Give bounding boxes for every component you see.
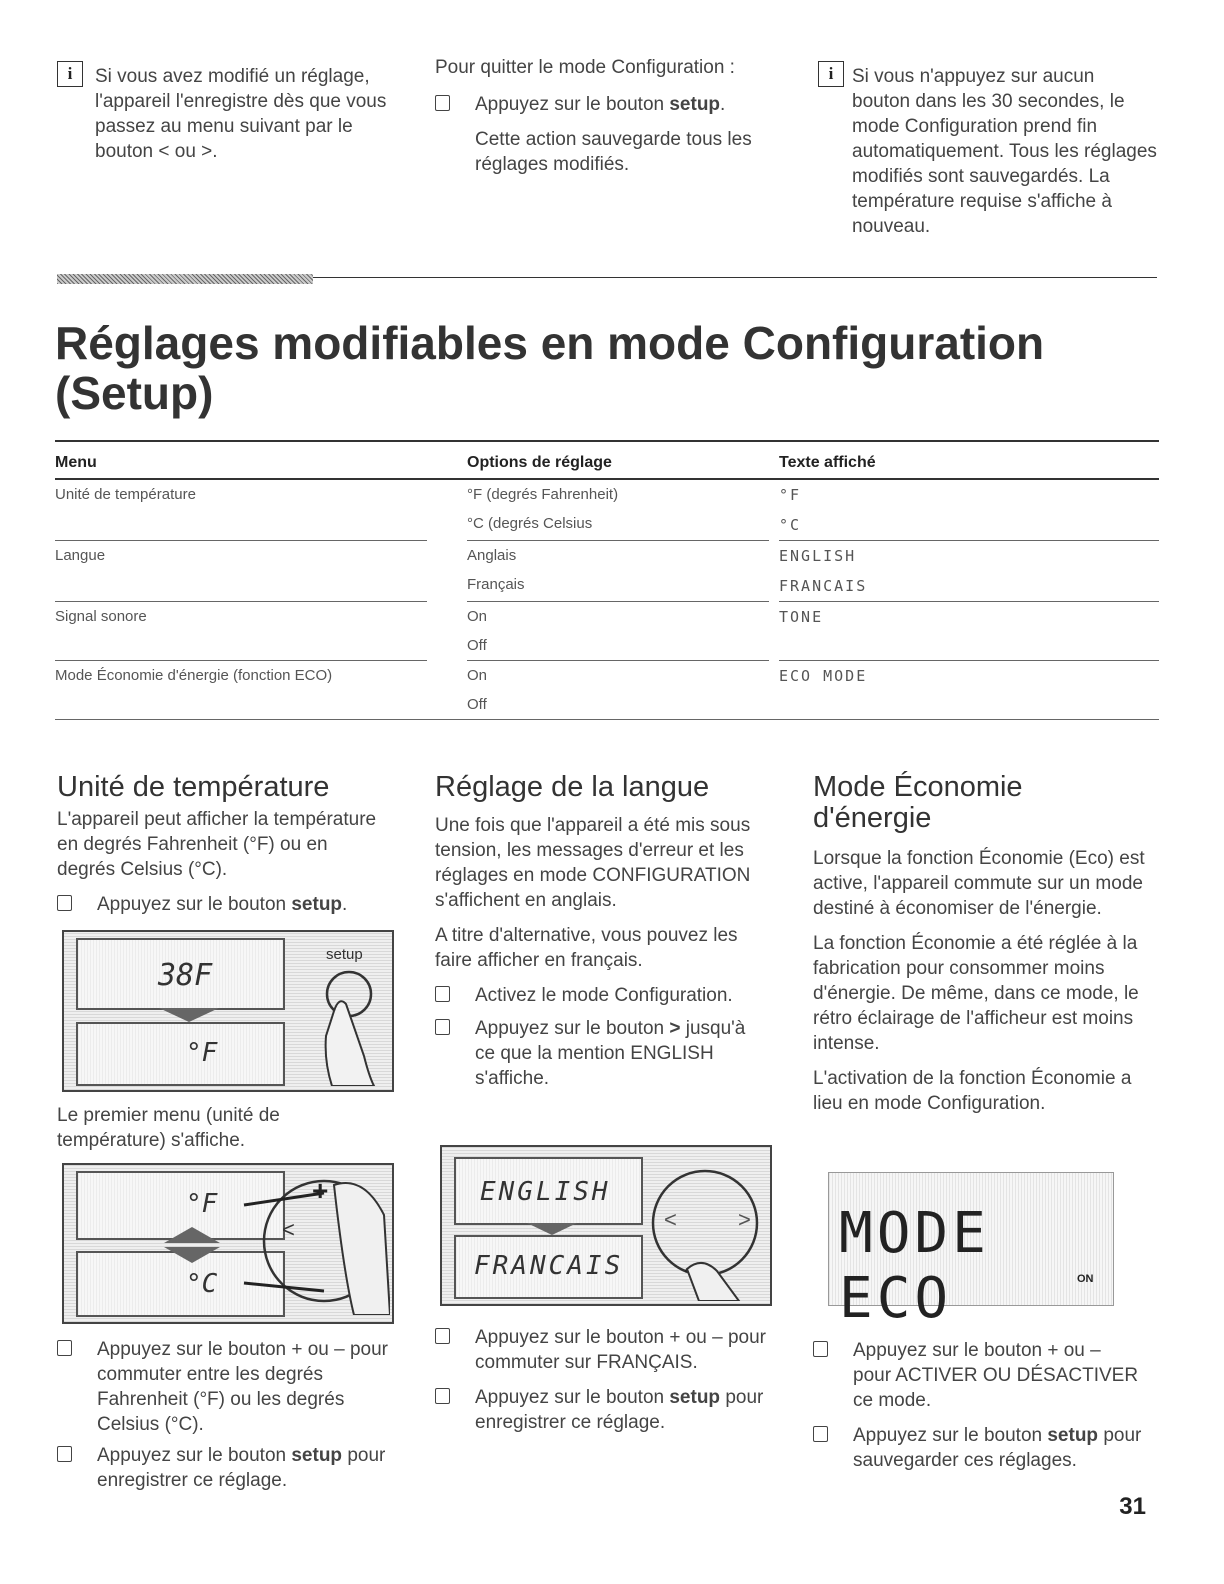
plus-minus-dial-icon bbox=[214, 1175, 390, 1315]
step-item: Appuyez sur le bouton setup. bbox=[57, 892, 402, 917]
info-note-1: Si vous avez modifié un réglage, l'appareil l'enregistre dès que vous passez au menu suivant par le bouton < ou >. bbox=[95, 66, 387, 162]
step-item: Appuyez sur le bouton + ou – pour commuter sur FRANÇAIS. bbox=[435, 1325, 780, 1375]
section-bar bbox=[57, 274, 313, 284]
on-indicator: ON bbox=[1077, 1273, 1094, 1285]
step-item: Appuyez sur le bouton > jusqu'à ce que la mention ENGLISH s'affiche. bbox=[435, 1016, 765, 1091]
info-note-2: Si vous n'appuyez sur aucun bouton dans les 30 secondes, le mode Configuration prend fin automatiquement. Tous les réglages modifiés sont sauvegardés. La température requise s'affiche à nouveau. bbox=[852, 66, 1157, 237]
plus-label: + bbox=[312, 1175, 329, 1206]
figure-language bbox=[440, 1145, 772, 1306]
checkbox-icon bbox=[57, 1446, 72, 1462]
right-arrow-label: > bbox=[738, 1207, 751, 1232]
table-row: Mode Économie d'énergie (fonction ECO) On Off ECO MODE bbox=[55, 661, 1159, 720]
section-temperature: Unité de température L'appareil peut afficher la température en degrés Fahrenheit (°F) ou en degrés Celsius (°C). Appuyez sur le bouton setup. bbox=[57, 772, 402, 917]
checkbox-icon bbox=[435, 1019, 450, 1035]
heading-eco: Mode Économie d'énergie bbox=[813, 771, 1023, 834]
display-panel: °C bbox=[76, 1251, 285, 1317]
step-item: Appuyez sur le bouton setup pour enregistrer ce réglage. bbox=[435, 1385, 780, 1435]
table-header-row bbox=[55, 441, 1159, 479]
figure-plus-minus bbox=[62, 1163, 394, 1324]
checkbox-icon bbox=[57, 895, 72, 911]
quit-section bbox=[435, 55, 780, 177]
figure-setup-button bbox=[62, 930, 394, 1092]
step-item: Appuyez sur le bouton setup pour enregistrer ce réglage. bbox=[57, 1443, 402, 1493]
temp-steps bbox=[57, 1337, 402, 1493]
step-item: Appuyez sur le bouton + ou – pour commuter entre les degrés Fahrenheit (°F) ou les degrés Celsius (°C). bbox=[57, 1337, 402, 1437]
display-panel: FRANCAIS bbox=[454, 1235, 643, 1299]
info-icon: i bbox=[818, 61, 844, 87]
heading-temperature: Unité de température bbox=[57, 771, 330, 803]
quit-intro: Pour quitter le mode Configuration : bbox=[435, 57, 735, 78]
display-panel: °F bbox=[76, 1022, 285, 1086]
checkbox-icon bbox=[435, 95, 450, 111]
left-arrow-label: < bbox=[282, 1217, 295, 1242]
info-icon: i bbox=[57, 61, 83, 87]
display-panel: °F bbox=[76, 1171, 285, 1240]
page-title: Réglages modifiables en mode Configuration (Setup) bbox=[55, 317, 1045, 419]
checkbox-icon bbox=[435, 986, 450, 1002]
col-header-menu: Menu bbox=[55, 441, 427, 479]
checkbox-icon bbox=[57, 1340, 72, 1356]
setup-table bbox=[55, 440, 1159, 720]
first-menu-text: Le premier menu (unité de température) s'affiche. bbox=[57, 1105, 280, 1151]
setup-keyword: setup bbox=[669, 94, 721, 115]
hand-press-icon bbox=[314, 966, 384, 1086]
table-row: Langue Anglais Français ENGLISH FRANCAIS bbox=[55, 541, 1159, 602]
quit-step: Appuyez sur le bouton setup. bbox=[435, 92, 780, 117]
page-number: 31 bbox=[1119, 1493, 1146, 1520]
section-eco: Mode Économie d'énergie Lorsque la fonction Économie (Eco) est active, l'appareil commute sur un mode destiné à économiser de l'énergie. La fonction Économie a été réglée à la fabrication pour consommer moins d'énergie. De même, dans ce mode, le rétro éclairage de l'afficheur est moins intense. L'activation de la fonction Économie a lieu en mode Configuration. bbox=[813, 772, 1163, 1116]
step-item: Appuyez sur le bouton setup pour sauvegarder ces réglages. bbox=[813, 1423, 1153, 1473]
display-panel: ENGLISH bbox=[454, 1157, 643, 1225]
quit-step-note: Cette action sauvegarde tous les réglages modifiés. bbox=[475, 129, 752, 175]
eco-steps bbox=[813, 1338, 1158, 1473]
setup-label: setup bbox=[326, 946, 363, 963]
step-item: Appuyez sur le bouton + ou – pour ACTIVER OU DÉSACTIVER ce mode. bbox=[813, 1338, 1143, 1413]
step-item: Activez le mode Configuration. bbox=[435, 983, 780, 1008]
checkbox-icon bbox=[435, 1328, 450, 1344]
col-header-display: Texte affiché bbox=[779, 441, 1159, 479]
left-arrow-label: < bbox=[664, 1207, 677, 1232]
language-steps bbox=[435, 1325, 780, 1435]
figure-eco-display: MODE ECO ON bbox=[828, 1172, 1114, 1306]
arrow-down-icon bbox=[527, 1223, 577, 1237]
checkbox-icon bbox=[813, 1426, 828, 1442]
table-row: Unité de température °F (degrés Fahrenheit) °C (degrés Celsius °F °C bbox=[55, 479, 1159, 541]
heading-language: Réglage de la langue bbox=[435, 771, 710, 803]
up-down-arrows-icon bbox=[164, 1227, 220, 1263]
col-header-options: Options de réglage bbox=[467, 441, 769, 479]
divider bbox=[313, 277, 1157, 278]
checkbox-icon bbox=[435, 1388, 450, 1404]
table-row: Signal sonore On Off TONE bbox=[55, 602, 1159, 661]
section-language: Réglage de la langue Une fois que l'appareil a été mis sous tension, les messages d'erreur et les réglages en mode CONFIGURATION s'affichent en anglais. A titre d'alternative, vous pouvez les faire afficher en français. Activez le mode Configuration. Appuyez sur le bouton > jusqu'à ce que la mention ENGLISH s'affiche. bbox=[435, 772, 780, 1091]
checkbox-icon bbox=[813, 1341, 828, 1357]
arrow-down-icon bbox=[159, 1008, 219, 1024]
display-panel: 38F bbox=[76, 938, 285, 1010]
